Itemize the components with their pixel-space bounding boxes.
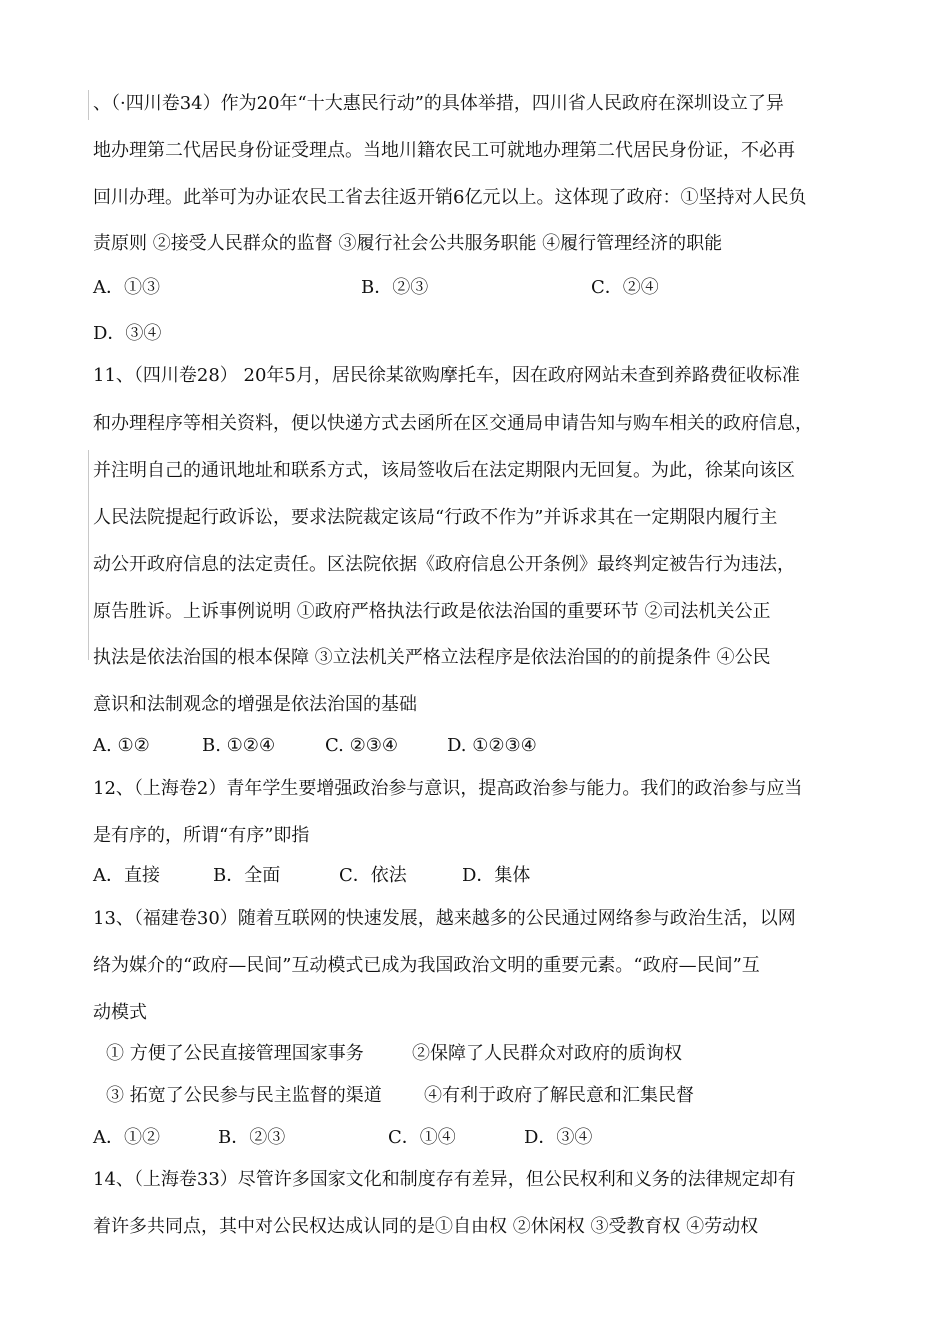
q10-option-c: C．②④ — [591, 277, 659, 298]
q11-line-1: 11、（四川卷28） 20年5月，居民徐某欲购摩托车，因在政府网站未查到养路费征收标准 — [93, 365, 800, 386]
q13-option-d: D．③④ — [524, 1127, 593, 1148]
q10-option-d: D．③④ — [93, 323, 162, 344]
q11-option-c: C. ②③④ — [325, 735, 398, 756]
q11-option-a: A. ①② — [93, 735, 150, 756]
q13-line-2: 络为媒介的“政府—民间”互动模式已成为我国政治文明的重要元素。“政府—民间”互 — [93, 955, 760, 976]
margin-line — [88, 450, 89, 660]
q14-line-1: 14、（上海卷33）尽管许多国家文化和制度存有差异，但公民权利和义务的法律规定却有 — [93, 1169, 796, 1190]
q10-option-a: A．①③ — [93, 277, 160, 298]
q11-line-8: 意识和法制观念的增强是依法治国的基础 — [93, 694, 417, 715]
q13-statement-4: ④有利于政府了解民意和汇集民督 — [424, 1085, 694, 1106]
q10-line-1: 、（·四川卷34）作为20年“十大惠民行动”的具体举措，四川省人民政府在深圳设立了异 — [93, 93, 784, 114]
q11-option-b: B. ①②④ — [202, 735, 276, 756]
q12-option-b: B．全面 — [213, 865, 281, 886]
q11-line-4: 人民法院提起行政诉讼，要求法院裁定该局“行政不作为”并诉求其在一定期限内履行主 — [93, 507, 778, 528]
q13-line-3: 动模式 — [93, 1002, 147, 1023]
q11-line-7: 执法是依法治国的根本保障 ③立法机关严格立法程序是依法治国的的前提条件 ④公民 — [93, 647, 771, 668]
q13-statement-2: ②保障了人民群众对政府的质询权 — [412, 1043, 682, 1064]
q13-statement-1: ① 方便了公民直接管理国家事务 — [106, 1043, 364, 1064]
q14-line-2: 着许多共同点，其中对公民权达成认同的是①自由权 ②休闲权 ③受教育权 ④劳动权 — [93, 1216, 759, 1237]
q11-line-5: 动公开政府信息的法定责任。区法院依据《政府信息公开条例》最终判定被告行为违法， — [93, 554, 795, 575]
q10-line-4: 责原则 ②接受人民群众的监督 ③履行社会公共服务职能 ④履行管理经济的职能 — [93, 233, 723, 254]
q12-option-a: A．直接 — [93, 865, 160, 886]
q12-line-1: 12、（上海卷2）青年学生要增强政治参与意识，提高政治参与能力。我们的政治参与应当 — [93, 778, 803, 799]
q11-line-3: 并注明自己的通讯地址和联系方式，该局签收后在法定期限内无回复。为此，徐某向该区 — [93, 460, 795, 481]
margin-line — [88, 90, 89, 120]
q13-line-1: 13、（福建卷30）随着互联网的快速发展，越来越多的公民通过网络参与政治生活，以网 — [93, 908, 796, 929]
q11-line-2: 和办理程序等相关资料，便以快递方式去函所在区交通局申请告知与购车相关的政府信息， — [93, 413, 813, 434]
q10-line-2: 地办理第二代居民身份证受理点。当地川籍农民工可就地办理第二代居民身份证，不必再 — [93, 140, 795, 161]
q13-statement-3: ③ 拓宽了公民参与民主监督的渠道 — [106, 1085, 382, 1106]
q10-option-b: B．②③ — [361, 277, 429, 298]
q12-option-c: C．依法 — [339, 865, 407, 886]
q13-option-b: B．②③ — [218, 1127, 286, 1148]
q11-option-d: D. ①②③④ — [447, 735, 537, 756]
q13-option-c: C．①④ — [388, 1127, 456, 1148]
q13-option-a: A．①② — [93, 1127, 160, 1148]
q12-option-d: D．集体 — [462, 865, 531, 886]
q12-line-2: 是有序的，所谓“有序”即指 — [93, 825, 310, 846]
q10-line-3: 回川办理。此举可为办证农民工省去往返开销6亿元以上。这体现了政府：①坚持对人民负 — [93, 187, 807, 208]
q11-line-6: 原告胜诉。上诉事例说明 ①政府严格执法行政是依法治国的重要环节 ②司法机关公正 — [93, 601, 771, 622]
